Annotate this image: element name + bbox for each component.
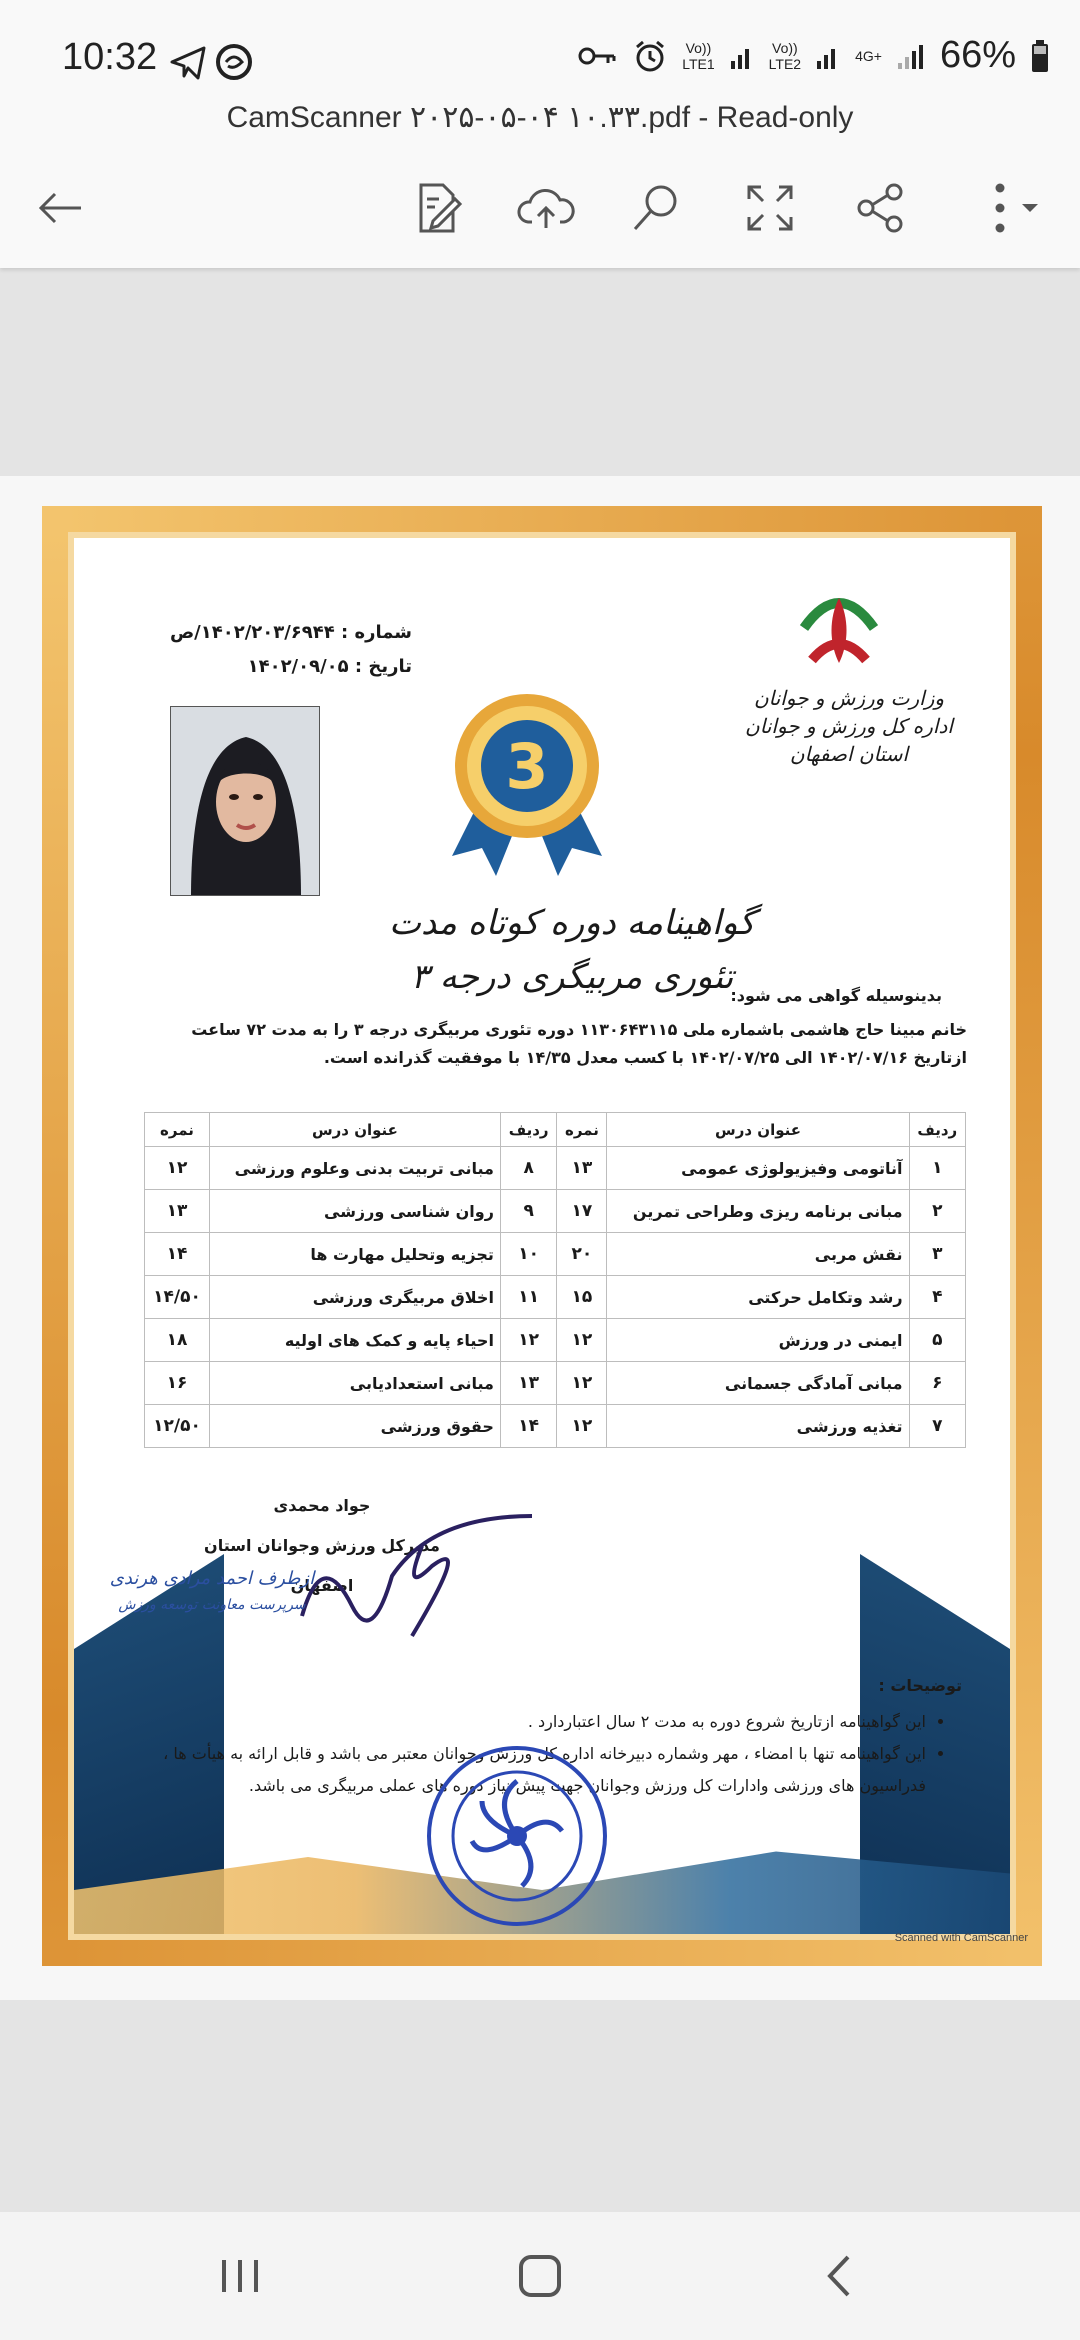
table-row — [145, 1190, 966, 1233]
col-row: ردیف — [500, 1113, 556, 1147]
reference-block — [152, 616, 412, 684]
signer-title: مدیرکل ورزش وجوانان استان اصفهان — [204, 1536, 440, 1595]
course-grade: ۱۷ — [557, 1190, 607, 1233]
course-grade: ۱۸ — [145, 1319, 210, 1362]
row-number: ۴ — [909, 1276, 965, 1319]
back-button[interactable] — [24, 172, 96, 244]
home-button[interactable] — [500, 2244, 580, 2308]
official-seal — [422, 1741, 612, 1931]
sim1-label: Vo)) LTE1 — [682, 39, 715, 72]
row-number: ۱۴ — [500, 1405, 556, 1448]
navigation-bar — [0, 2212, 1080, 2340]
medal-number: 3 — [505, 730, 549, 803]
table-row — [145, 1405, 966, 1448]
certificate-page — [42, 506, 1042, 1966]
status-bar — [0, 30, 1080, 94]
ministry-line: وزارت ورزش و جوانان — [753, 686, 945, 710]
recent-apps-button[interactable] — [200, 2244, 280, 2308]
course-title: ایمنی در ورزش — [607, 1319, 909, 1362]
col-row: ردیف — [909, 1113, 965, 1147]
key-icon — [578, 41, 618, 71]
clock: 10:32 — [62, 36, 158, 78]
row-number: ۵ — [909, 1319, 965, 1362]
course-title: تغذیه ورزشی — [607, 1405, 909, 1448]
table-row — [145, 1362, 966, 1405]
course-title: تجزیه وتحلیل مهارت ها — [209, 1233, 500, 1276]
notes-title: توضیحات : — [878, 1676, 962, 1695]
document-viewer[interactable] — [0, 476, 1080, 2000]
signature-note — [102, 1566, 322, 1618]
course-grade: ۱۶ — [145, 1362, 210, 1405]
notification-icons — [168, 40, 258, 88]
row-number: ۱۰ — [500, 1233, 556, 1276]
course-grade: ۱۴/۵۰ — [145, 1276, 210, 1319]
row-number: ۱۳ — [500, 1362, 556, 1405]
course-title: مبانی تربیت بدنی وعلوم ورزشی — [209, 1147, 500, 1190]
back-nav-button[interactable] — [800, 2244, 880, 2308]
course-grade: ۱۳ — [145, 1190, 210, 1233]
title-line: گواهینامه دوره کوتاه مدت — [388, 903, 756, 943]
table-row — [145, 1276, 966, 1319]
col-course: عنوان درس — [607, 1113, 909, 1147]
course-title: مبانی برنامه ریزی وطراحی تمرین — [607, 1190, 909, 1233]
course-title: حقوق ورزشی — [209, 1405, 500, 1448]
holder-photo — [170, 706, 320, 896]
col-grade: نمره — [145, 1113, 210, 1147]
battery-icon — [1030, 39, 1050, 73]
battery-percent: 66% — [939, 34, 1016, 76]
col-course: عنوان درس — [209, 1113, 500, 1147]
row-number: ۸ — [500, 1147, 556, 1190]
course-grade: ۱۲ — [557, 1405, 607, 1448]
course-title: نقش مربی — [607, 1233, 909, 1276]
note-item: • این گواهینامه تنها با امضاء ، مهر وشماره دبیرخانه اداره کل ورزش وجوانان معتبر می باشد و قابل ارائه به هیأت ها ، فدراسیون های ورزشی وادارات کل ورزش وجوانان جهت پیش نیاز دوره های عملی مربیگری می باشد. — [160, 1738, 926, 1802]
sig-note-line: ازطرف احمد مرادی هرندی — [109, 1568, 315, 1589]
course-grade: ۱۴ — [145, 1233, 210, 1276]
cloud-upload-icon — [516, 186, 576, 230]
share-icon — [854, 182, 906, 234]
course-grade: ۱۲ — [557, 1362, 607, 1405]
status-right — [578, 34, 1050, 77]
document-title: CamScanner ۲۰۲۵-۰۵-۰۴ ۱۰.۳۳.pdf - Read-only — [226, 101, 854, 134]
home-icon — [515, 2251, 565, 2301]
row-number: ۱ — [909, 1147, 965, 1190]
back-arrow-icon — [35, 188, 85, 228]
intro-text: بدینوسیله گواهی می شود: — [730, 986, 942, 1005]
course-grade: ۱۲ — [557, 1319, 607, 1362]
row-number: ۲ — [909, 1190, 965, 1233]
col-grade: نمره — [557, 1113, 607, 1147]
course-grade: ۲۰ — [557, 1233, 607, 1276]
course-grade: ۱۵ — [557, 1276, 607, 1319]
row-number: ۳ — [909, 1233, 965, 1276]
ministry-name — [724, 684, 974, 768]
reference-number: شماره : ۱۴۰۲/۲۰۳/۶۹۴۴/ص — [169, 622, 412, 643]
title-line: تئوری مربیگری درجه ۳ — [410, 957, 734, 997]
row-number: ۷ — [909, 1405, 965, 1448]
ministry-line: اداره کل ورزش و جوانان استان اصفهان — [745, 714, 953, 766]
course-grade: ۱۲ — [145, 1147, 210, 1190]
course-title: مبانی استعدادیابی — [209, 1362, 500, 1405]
portrait-image — [171, 707, 320, 896]
holder-details: خانم مبینا حاج هاشمی باشماره ملی ۱۱۳۰۶۴۳۱۱۵ دوره تئوری مربیگری درجه ۳ را به مدت ۷۲ ساعت — [191, 1020, 967, 1039]
scanned-watermark: Scanned with CamScanner — [894, 1932, 1028, 1944]
row-number: ۱۱ — [500, 1276, 556, 1319]
upload-button[interactable] — [510, 172, 582, 244]
fullscreen-button[interactable] — [734, 172, 806, 244]
telegram-icon — [168, 40, 258, 84]
signal-icon — [815, 41, 841, 71]
sig-note-line: سرپرست معاونت توسعه ورزش — [118, 1597, 306, 1613]
table-row — [145, 1147, 966, 1190]
fullscreen-icon — [745, 183, 795, 233]
recent-apps-icon — [218, 2256, 262, 2296]
signal-icon — [896, 41, 926, 71]
edit-button[interactable] — [402, 172, 474, 244]
course-title: اخلاق مربیگری ورزشی — [209, 1276, 500, 1319]
signal-icon — [729, 41, 755, 71]
course-period: ازتاریخ ۱۴۰۲/۰۷/۱۶ الی ۱۴۰۲/۰۷/۲۵ با کسب معدل ۱۴/۳۵ با موفقیت گذرانده است. — [323, 1048, 967, 1067]
grades-table — [144, 1112, 966, 1448]
search-icon — [629, 181, 683, 235]
course-title: آناتومی وفیزیولوژی عمومی — [607, 1147, 909, 1190]
course-grade: ۱۲/۵۰ — [145, 1405, 210, 1448]
back-icon — [820, 2251, 860, 2301]
note-item: • این گواهینامه ازتاریخ شروع دوره به مدت ۲ سال اعتباردارد . — [160, 1706, 926, 1738]
edit-document-icon — [413, 181, 463, 235]
row-number: ۹ — [500, 1190, 556, 1233]
top-bar — [0, 0, 1080, 268]
rank-medal — [442, 686, 612, 886]
more-options-icon — [970, 180, 1050, 236]
row-number: ۶ — [909, 1362, 965, 1405]
course-title: روان شناسی ورزشی — [209, 1190, 500, 1233]
toolbar — [0, 172, 1080, 244]
course-title: احیاء پایه و کمک های اولیه — [209, 1319, 500, 1362]
network-type: 4G+ — [855, 47, 882, 64]
table-row — [145, 1319, 966, 1362]
course-title: رشد وتکامل حرکتی — [607, 1276, 909, 1319]
alarm-icon — [632, 38, 668, 74]
signer-name: جواد محمدی — [273, 1496, 371, 1515]
search-button[interactable] — [620, 172, 692, 244]
issue-date: تاریخ : ۱۴۰۲/۰۹/۰۵ — [247, 656, 412, 677]
table-row — [145, 1233, 966, 1276]
iran-emblem-icon — [794, 588, 884, 678]
table-header-row — [145, 1113, 966, 1147]
row-number: ۱۲ — [500, 1319, 556, 1362]
course-title: مبانی آمادگی جسمانی — [607, 1362, 909, 1405]
course-grade: ۱۳ — [557, 1147, 607, 1190]
sim2-label: Vo)) LTE2 — [768, 39, 802, 72]
more-options-button[interactable] — [960, 172, 1060, 244]
share-button[interactable] — [844, 172, 916, 244]
